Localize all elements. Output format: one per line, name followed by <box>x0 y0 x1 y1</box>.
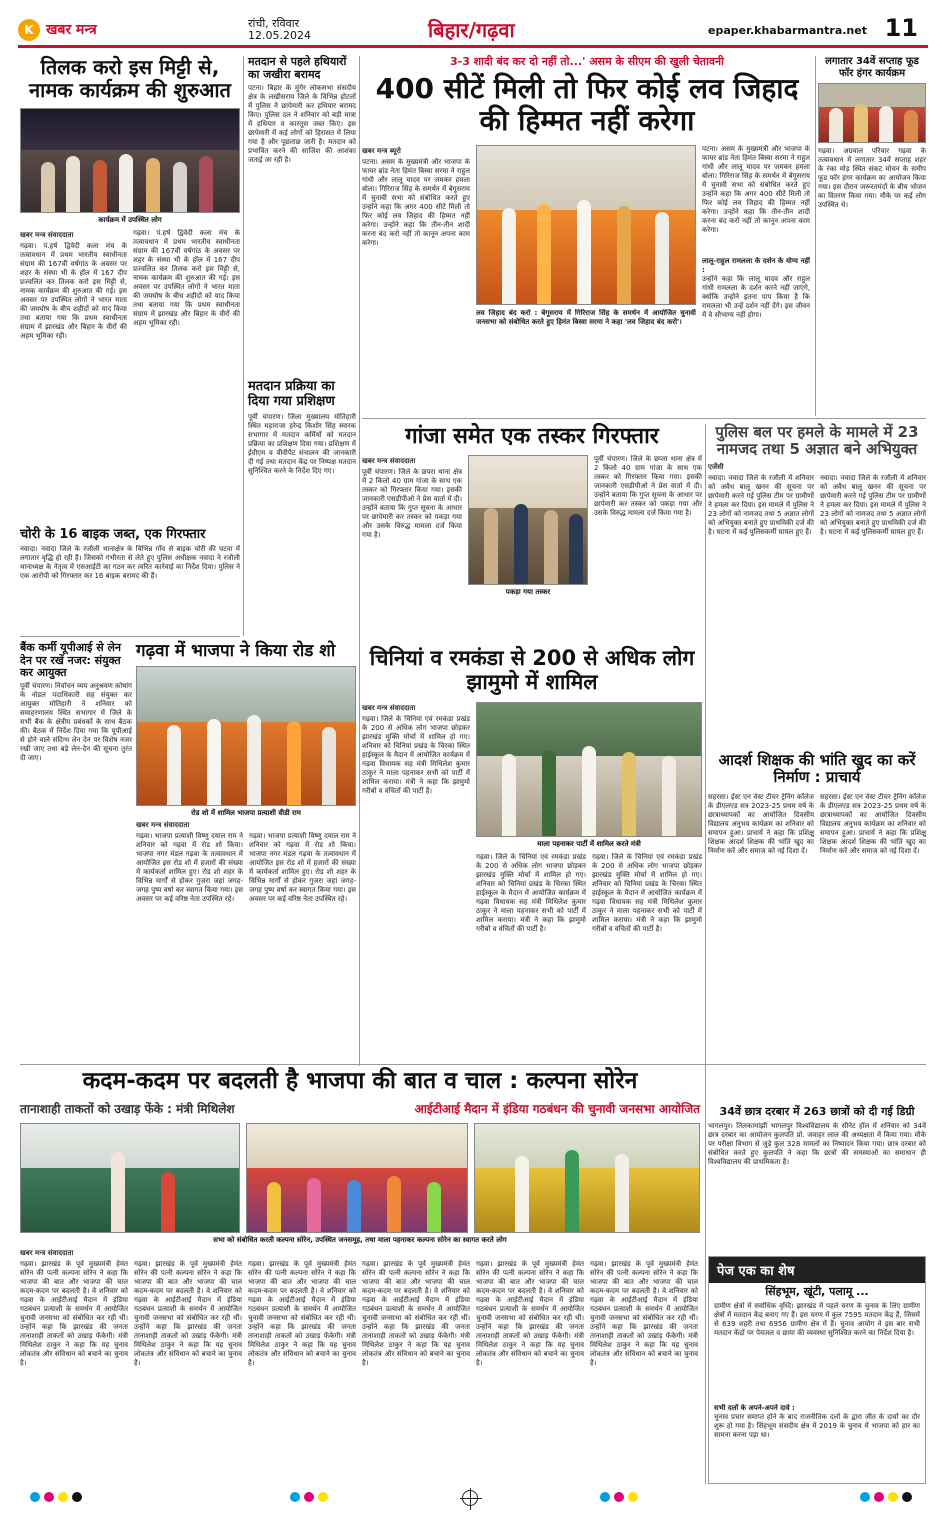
ganja-byline: खबर मन्त्र संवाददाता <box>362 457 416 466</box>
kalpana-photo-1 <box>20 1123 240 1233</box>
bikes-headline: चोरी के 16 बाइक जब्त, एक गिरफ्तार <box>20 527 206 542</box>
police-headline: पुलिस बल पर हमले के मामले में 23 नामजद तथा 5 अज्ञात बने अभियुक्त <box>715 423 919 459</box>
ganja-body: पूर्वी चंपारण। जिले के छपरा थाना क्षेत्र में 2 किलो 40 ग्राम गांजा के साथ एक तस्कर को गिरफ्तार किया गया। इसकी जानकारी एसडीपीओ ने प्रेस वार्ता में दी। उन्होंने बताया कि गुप्त सूचना के आधार पर छापेमारी कर तस्कर को पकड़ा गया और उसके विरुद्ध मामला दर्ज किया गया है। <box>362 468 462 540</box>
kalpana-body-3: गढ़वा। झारखंड के पूर्व मुख्यमंत्री हेमंत सोरेन की पत्नी कल्पना सोरेन ने कहा कि भाजपा की बात और भाजपा की चाल कदम-कदम पर बदलती है। वे शनिवार को गढ़वा के आईटीआई मैदान में इंडिया गठबंधन प्रत्याशी के समर्थन में आयोजित चुनावी जनसभा को संबोधित कर रही थीं। उन्होंने कहा कि झारखंड की जनता तानाशाही ताकतों को उखाड़ फेंकेगी। मंत्री मिथिलेश ठाकुर ने कहा कि यह चुनाव लोकतंत्र और संविधान को बचाने का चुनाव है। <box>248 1260 356 1368</box>
lead-headline: 400 सीटें मिली तो फिर कोई लव जिहाद की हिम्मत नहीं करेगा <box>375 72 799 138</box>
brand-logo-icon: K <box>18 19 40 41</box>
story-arms <box>248 56 356 376</box>
divider <box>20 636 240 637</box>
police-body: नवादा। नवादा जिले के रजौली में शनिवार को अवैध बालू खनन की सूचना पर छापेमारी करने गई पुलिस टीम पर ग्रामीणों ने हमला कर दिया। इस मामले में पुलिस ने 23 लोगों को नामजद तथा 5 अज्ञात लोगों को अभियुक्त बनाते हुए प्राथमिकी दर्ज की है। घटना में कई पुलिसकर्मी घायल हुए हैं। <box>708 473 814 536</box>
ganja-body-cont: पूर्वी चंपारण। जिले के छपरा थाना क्षेत्र में 2 किलो 40 ग्राम गांजा के साथ एक तस्कर को गिरफ्तार किया गया। इसकी जानकारी एसडीपीओ ने प्रेस वार्ता में दी। उन्होंने बताया कि गुप्त सूचना के आधार पर छापेमारी कर तस्कर को पकड़ा गया और उसके विरुद्ध मामला दर्ज किया गया है। <box>594 455 702 518</box>
kalpana-body-2: गढ़वा। झारखंड के पूर्व मुख्यमंत्री हेमंत सोरेन की पत्नी कल्पना सोरेन ने कहा कि भाजपा की बात और भाजपा की चाल कदम-कदम पर बदलती है। वे शनिवार को गढ़वा के आईटीआई मैदान में इंडिया गठबंधन प्रत्याशी के समर्थन में आयोजित चुनावी जनसभा को संबोधित कर रही थीं। उन्होंने कहा कि झारखंड की जनता तानाशाही ताकतों को उखाड़ फेंकेगी। मंत्री मिथिलेश ठाकुर ने कहा कि यह चुनाव लोकतंत्र और संविधान को बचाने का चुनाव है। <box>134 1260 242 1368</box>
story-police <box>708 424 926 744</box>
teacher-headline: आदर्श शिक्षक की भांति खुद का करें निर्माण : प्राचार्य <box>718 751 916 787</box>
jmm-body-cont: गढ़वा। जिले के चिनियां एवं रमकंडा प्रखंड के 200 से अधिक लोग भाजपा छोड़कर झारखंड मुक्ति मोर्चा में शामिल हो गए। शनिवार को चिनियां प्रखंड के चिरका स्थित हाईस्कूल के मैदान में आयोजित कार्यक्रम में गढ़वा विधायक सह मंत्री मिथिलेश कुमार ठाकुर ने माला पहनाकर सभी को पार्टी में शामिल कराया। मंत्री ने कहा कि झामुमो गरीबों व वंचितों की पार्टी है। <box>476 853 586 934</box>
kalpana-photo-2 <box>246 1123 468 1233</box>
ganja-headline: गांजा समेत एक तस्कर गिरफ्तार <box>405 424 659 449</box>
kalpana-body-1: गढ़वा। झारखंड के पूर्व मुख्यमंत्री हेमंत सोरेन की पत्नी कल्पना सोरेन ने कहा कि भाजपा की बात और भाजपा की चाल कदम-कदम पर बदलती है। वे शनिवार को गढ़वा के आईटीआई मैदान में इंडिया गठबंधन प्रत्याशी के समर्थन में आयोजित चुनावी जनसभा को संबोधित कर रही थीं। उन्होंने कहा कि झारखंड की जनता तानाशाही ताकतों को उखाड़ फेंकेगी। मंत्री मिथिलेश ठाकुर ने कहा कि यह चुनाव लोकतंत्र और संविधान को बचाने का चुनाव है। <box>20 1260 128 1368</box>
kalpana-headline: कदम-कदम पर बदलती है भाजपा की बात व चाल : कल्पना सोरेन <box>82 1068 638 1094</box>
row-rule <box>362 418 926 419</box>
kalpana-sub-right: आईटीआई मैदान में इंडिया गठबंधन की चुनावी जनसभा आयोजित <box>414 1102 700 1117</box>
fund-headline: लगातार 34वें सप्ताह फूड फॉर हंगर कार्यक्रम <box>825 56 919 79</box>
training-body: पूर्वी चंपारण। जिला मुख्यालय मोतिहारी स्थित महाराजा हरेन्द्र किशोर सिंह स्मारक सभागार में मतदान कर्मियों को मतदान प्रक्रिया का प्रशिक्षण दिया गया। प्रशिक्षण में ईवीएम व वीवीपैट संचालन की जानकारी दी गई तथा मतदान केंद्र पर निष्पक्ष मतदान सुनिश्चित करने के निर्देश दिए गए। <box>248 412 356 475</box>
story-tilak <box>20 56 240 416</box>
degree-headline: 34वें छात्र दरबार में 263 छात्रों को दी गई डिग्री <box>719 1105 915 1118</box>
date-block <box>248 18 358 42</box>
kalpana-body-4: गढ़वा। झारखंड के पूर्व मुख्यमंत्री हेमंत सोरेन की पत्नी कल्पना सोरेन ने कहा कि भाजपा की बात और भाजपा की चाल कदम-कदम पर बदलती है। वे शनिवार को गढ़वा के आईटीआई मैदान में इंडिया गठबंधन प्रत्याशी के समर्थन में आयोजित चुनावी जनसभा को संबोधित कर रही थीं। उन्होंने कहा कि झारखंड की जनता तानाशाही ताकतों को उखाड़ फेंकेगी। मंत्री मिथिलेश ठाकुर ने कहा कि यह चुनाव लोकतंत्र और संविधान को बचाने का चुनाव है। <box>362 1260 470 1368</box>
roadshow-caption: रोड शो में शामिल भाजपा प्रत्याशी वीडी राम <box>191 808 301 817</box>
jmm-photo <box>476 702 702 837</box>
tilak-caption: कार्यक्रम में उपस्थित लोग <box>98 216 162 224</box>
tilak-byline: खबर मन्त्र संवाददाता <box>20 231 74 239</box>
jmm-headline: चिनियां व रमकंडा से 200 से अधिक लोग झामुमो में शामिल <box>369 646 695 695</box>
kalpana-body-6: गढ़वा। झारखंड के पूर्व मुख्यमंत्री हेमंत सोरेन की पत्नी कल्पना सोरेन ने कहा कि भाजपा की बात और भाजपा की चाल कदम-कदम पर बदलती है। वे शनिवार को गढ़वा के आईटीआई मैदान में इंडिया गठबंधन प्रत्याशी के समर्थन में आयोजित चुनावी जनसभा को संबोधित कर रही थीं। उन्होंने कहा कि झारखंड की जनता तानाशाही ताकतों को उखाड़ फेंकेगी। मंत्री मिथिलेश ठाकुर ने कहा कि यह चुनाव लोकतंत्र और संविधान को बचाने का चुनाव है। <box>590 1260 698 1368</box>
story-page-one <box>708 1256 926 1484</box>
tilak-photo <box>20 108 240 213</box>
masthead <box>18 14 928 48</box>
roadshow-body: गढ़वा। भाजपा प्रत्याशी विष्णु दयाल राम ने शनिवार को गढ़वा में रोड शो किया। भाजपा नगर मंडल गढ़वा के तत्वावधान में आयोजित इस रोड शो में हजारों की संख्या में कार्यकर्ता शामिल हुए। रोड शो शहर के विभिन्न मार्गों से होकर गुजरा जहां जगह-जगह पुष्प वर्षा कर स्वागत किया गया। इस अवसर पर कई वरिष्ठ नेता उपस्थित रहे। <box>136 831 243 903</box>
roadshow-photo <box>136 666 356 806</box>
column-rule <box>705 424 706 1484</box>
page-one-title: पेज एक का शेष <box>709 1257 925 1283</box>
column-rule <box>243 56 244 636</box>
story-training <box>248 380 356 630</box>
column-rule <box>815 56 816 416</box>
ganja-photo <box>468 455 588 585</box>
column-rule <box>359 56 360 1066</box>
roadshow-byline: खबर मन्त्र संवाददाता <box>136 820 190 829</box>
story-bank <box>20 642 132 1062</box>
kalpana-caption: सभा को संबोधित करती कल्पना सोरेन, उपस्थित जनसमूह, तथा माला पहनाकर कल्पना सोरेन का स्वागत करते लोग <box>213 1236 507 1245</box>
tilak-body-cont: गढ़वा। पं.हर्ष द्विवेदी कला मंच के तत्वावधान में प्रथम भारतीय स्वाधीनता संग्राम की 167वीं वर्षगांठ के अवसर पर शहर के संस्था भी के हॉल में 167 दीप प्रज्वलित कर तिलक करो इस मिट्टी से, नामक कार्यक्रम की शुरुआत की गई। इस अवसर पर उपस्थित लोगों ने भारत माता की जयघोष के बीच शहीदों को याद किया तथा बताया गया कि प्रथम स्वाधीनता संग्राम में झारखंड और बिहार के वीरों की अहम भूमिका रही। <box>133 229 240 327</box>
story-jmm <box>362 646 702 1066</box>
page-number: 11 <box>884 14 918 42</box>
kalpana-sub-left: तानाशाही ताकतों को उखाड़ फेंके : मंत्री मिथिलेश <box>20 1102 235 1117</box>
lead-body-cont: पटना। असम के मुख्यमंत्री और भाजपा के फायर ब्रांड नेता हिमंत बिस्वा सरमा ने राहुल गांधी और लालू यादव पर जमकर हमला बोला। गिरिराज सिंह के समर्थन में बेगूसराय में चुनावी सभा को संबोधित करते हुए उन्होंने कहा कि अगर 400 सीटें मिली तो फिर कोई लव जिहाद की हिम्मत नहीं करेगा। उन्होंने कहा कि तीन-तीन शादी करना बंद करो नहीं तो कानून अपना काम करेगा। <box>702 145 810 235</box>
lead-body2: उन्होंने कहा कि लालू यादव और राहुल गांधी रामलला के दर्शन करने नहीं जाएंगे, क्योंकि उन्होंने इतना पाप किया है कि रामलला भी उन्हें दर्शन नहीं देंगे। इस जीवन में वे सौभाग्य नहीं होगा। <box>702 275 810 320</box>
roadshow-headline: गढ़वा में भाजपा ने किया रोड शो <box>136 641 336 661</box>
police-body-cont: नवादा। नवादा जिले के रजौली में शनिवार को अवैध बालू खनन की सूचना पर छापेमारी करने गई पुलिस टीम पर ग्रामीणों ने हमला कर दिया। इस मामले में पुलिस ने 23 लोगों को नामजद तथा 5 अज्ञात लोगों को अभियुक्त बनाते हुए प्राथमिकी दर्ज की है। घटना में कई पुलिसकर्मी घायल हुए हैं। <box>820 473 926 536</box>
fund-photo <box>818 83 926 143</box>
city-day: रांची, रविवार <box>248 16 300 30</box>
degree-body: भागलपुर। तिलकामांझी भागलपुर विश्वविद्यालय के सीनेट हॉल में शनिवार को 34वें छात्र दरबार का आयोजन कुलपति प्रो. जवाहर लाल की अध्यक्षता में किया गया। मौके पर परीक्षा विभाग से जुड़े कुल 328 मामलों का निष्पादन किया गया। छात्र दरबार को संबोधित करते हुए कुलपति ने कहा कि छात्रों की समस्याओं का समाधान ही विश्वविद्यालय की प्राथमिकता है। <box>708 1121 926 1166</box>
bikes-body: नवादा। नवादा जिले के रजौली थानाक्षेत्र के विभिन्न गाँव से बाइक चोरी की घटना में लगातार वृद्धि हो रही है। जिसको गंभीरता से लेते हुए पुलिस अधीक्षक नवादा ने रजौली थानाध्यक्ष के नेतृत्व में एसआईटी का गठन कर त्वरित कार्रवाई का निर्देश दिया। पुलिस ने एक आरोपी को गिरफ्तार कर 16 बाइक बरामद की हैं। <box>20 544 240 580</box>
issue-date: 12.05.2024 <box>248 28 311 42</box>
kalpana-byline: खबर मन्त्र संवाददाता <box>20 1249 74 1258</box>
lead-body: पटना। असम के मुख्यमंत्री और भाजपा के फायर ब्रांड नेता हिमंत बिस्वा सरमा ने राहुल गांधी और लालू यादव पर जमकर हमला बोला। गिरिराज सिंह के समर्थन में बेगूसराय में चुनावी सभा को संबोधित करते हुए उन्होंने कहा कि अगर 400 सीटें मिली तो फिर कोई लव जिहाद की हिम्मत नहीं करेगा। उन्होंने कहा कि तीन-तीन शादी करना बंद करो नहीं तो कानून अपना काम करेगा। <box>362 158 470 248</box>
lead-byline: खबर मन्त्र ब्यूरो <box>362 147 401 156</box>
epaper-link[interactable]: epaper.khabarmantra.net <box>708 24 867 37</box>
story-kalpana <box>20 1068 700 1486</box>
story-roadshow <box>136 642 356 1062</box>
page-one-body2: चुनाव प्रचार समाप्त होने के बाद राजनीतिक दलों के द्वारा जीत के दावों का दौर शुरू हो गया है। सिंहभूम संसदीय क्षेत्र में 2019 के चुनाव में भाजपा को हार का सामना करना पड़ा था। <box>714 1412 920 1439</box>
tilak-headline: तिलक करो इस मिट्टी से, नामक कार्यक्रम की शुरुआत <box>29 55 231 102</box>
story-fund <box>818 56 926 416</box>
story-ganja <box>362 424 702 634</box>
story-bikes <box>20 528 240 638</box>
kalpana-photo-3 <box>474 1123 700 1233</box>
page-one-subhead2: सभी दलों के अपने-अपने दावे : <box>714 1403 795 1412</box>
story-teacher <box>708 752 926 1062</box>
roadshow-body-cont: गढ़वा। भाजपा प्रत्याशी विष्णु दयाल राम ने शनिवार को गढ़वा में रोड शो किया। भाजपा नगर मंडल गढ़वा के तत्वावधान में आयोजित इस रोड शो में हजारों की संख्या में कार्यकर्ता शामिल हुए। रोड शो शहर के विभिन्न मार्गों से होकर गुजरा जहां जगह-जगह पुष्प वर्षा कर स्वागत किया गया। इस अवसर पर कई वरिष्ठ नेता उपस्थित रहे। <box>249 831 356 903</box>
page-one-subhead: सिंहभूम, खूंटी, पलामू ... <box>765 1285 869 1298</box>
arms-body: पटना। बिहार के मुंगेर लोकसभा संसदीय क्षेत्र के लखीसराय जिले के विभिन्न होटलों में पुलिस ने छापेमारी कर हथियार बरामद किए। पुलिस दल ने शनिवार को बड़ी मात्रा में हथियार व कारतूस जब्त किए। इस छापेमारी में कई लोगों को हिरासत में लिया गया है और पूछताछ जारी है। मतदान को प्रभावित करने की साजिश की आशंका जताई जा रही है। <box>248 84 356 165</box>
fund-body: गढ़वा। अग्रवाल परिवार गढ़वा के तत्वावधान में लगातार 34वें सप्ताह शहर के रंका मोड़ स्थित संकट मोचन के समीप फूड फॉर हंगर कार्यक्रम का आयोजन किया गया। इस दौरान जरूरतमंदों के बीच भोजन का वितरण किया गया। मौके पर कई लोग उपस्थित थे। <box>818 147 926 209</box>
jmm-body: गढ़वा। जिले के चिनियां एवं रमकंडा प्रखंड के 200 से अधिक लोग भाजपा छोड़कर झारखंड मुक्ति मोर्चा में शामिल हो गए। शनिवार को चिनियां प्रखंड के चिरका स्थित हाईस्कूल के मैदान में आयोजित कार्यक्रम में गढ़वा विधायक सह मंत्री मिथिलेश कुमार ठाकुर ने माला पहनाकर सभी को पार्टी में शामिल कराया। मंत्री ने कहा कि झामुमो गरीबों व वंचितों की पार्टी है। <box>362 715 470 796</box>
police-byline: एजेंसी <box>708 462 724 471</box>
jmm-body-cont2: गढ़वा। जिले के चिनियां एवं रमकंडा प्रखंड के 200 से अधिक लोग भाजपा छोड़कर झारखंड मुक्ति मोर्चा में शामिल हो गए। शनिवार को चिनियां प्रखंड के चिरका स्थित हाईस्कूल के मैदान में आयोजित कार्यक्रम में गढ़वा विधायक सह मंत्री मिथिलेश कुमार ठाकुर ने माला पहनाकर सभी को पार्टी में शामिल कराया। मंत्री ने कहा कि झामुमो गरीबों व वंचितों की पार्टी है। <box>592 853 702 934</box>
bank-headline: बैंक कर्मी यूपीआई से लेन देन पर रखें नजर: संयुक्त कर आयुक्त <box>20 641 122 680</box>
brand <box>18 19 188 41</box>
page-one-body: ग्रामीण क्षेत्रों में सर्वाधिक वृध्दि। झारखंड में पहले चरण के चुनाव के लिए ग्रामीण क्षेत्रों में मतदान केंद्र बनाए गए हैं। इस चरण में कुल 7595 मतदान केंद्र हैं, जिसमें से 639 शहरी तथा 6956 ग्रामीण क्षेत्र में हैं। चुनाव आयोग ने इस बार सभी मतदान केंद्रों पर पेयजल व छाया की व्यवस्था सुनिश्चित करने का निर्देश दिया है। <box>714 1301 920 1337</box>
jmm-byline: खबर मन्त्र संवाददाता <box>362 704 416 713</box>
lead-kicker: 3-3 शादी बंद कर दो नहीं तो...' असम के सीएम की खुली चेतावनी <box>449 55 724 68</box>
lead-subhead: लालू-राहुल रामलला के दर्शन के योग्य नहीं : <box>702 257 810 275</box>
kalpana-body-5: गढ़वा। झारखंड के पूर्व मुख्यमंत्री हेमंत सोरेन की पत्नी कल्पना सोरेन ने कहा कि भाजपा की बात और भाजपा की चाल कदम-कदम पर बदलती है। वे शनिवार को गढ़वा के आईटीआई मैदान में इंडिया गठबंधन प्रत्याशी के समर्थन में आयोजित चुनावी जनसभा को संबोधित कर रही थीं। उन्होंने कहा कि झारखंड की जनता तानाशाही ताकतों को उखाड़ फेंकेगी। मंत्री मिथिलेश ठाकुर ने कहा कि यह चुनाव लोकतंत्र और संविधान को बचाने का चुनाव है। <box>476 1260 584 1368</box>
section-tag: बिहार/गढ़वा <box>428 18 515 42</box>
story-degree <box>708 1106 926 1246</box>
jmm-caption: माला पहनाकर पार्टी में शामिल करते मंत्री <box>537 840 641 849</box>
bank-body: पूर्वी चंपारण। निर्वाचन व्यय अनुश्रवण कोषांग के नोडल पदाधिकारी सह संयुक्त कर आयुक्त मोतिहारी ने शनिवार को समाहरणालय स्थित सभागार में जिले के सभी बैंक के क्षेत्रीय प्रबंधकों के साथ बैठक की। बैठक में निर्देश दिया गया कि यूपीआई से होने वाले संदिग्ध लेन देन पर विशेष नजर रखी जाए तथा बड़े लेन-देन की सूचना तुरंत दी जाए। <box>20 681 132 762</box>
teacher-body: सहरसा। ईस्ट एन वेस्ट टीचर ट्रेनिंग कॉलेज के डीएलएड सत्र 2023-25 प्रथम वर्ष के छात्राध्यापकों का आयोजित दिवसीय विद्यालय अनुभव कार्यक्रम का शनिवार को समापन हुआ। प्राचार्य ने कहा कि प्रशिक्षु शिक्षक आदर्श शिक्षक की भांति खुद का निर्माण करें और समाज को नई दिशा दें। <box>708 792 814 855</box>
training-headline: मतदान प्रक्रिया का दिया गया प्रशिक्षण <box>248 379 335 409</box>
tilak-body: गढ़वा। पं.हर्ष द्विवेदी कला मंच के तत्वावधान में प्रथम भारतीय स्वाधीनता संग्राम की 167वीं वर्षगांठ के अवसर पर शहर के संस्था भी के हॉल में 167 दीप प्रज्वलित कर तिलक करो इस मिट्टी से, नामक कार्यक्रम की शुरुआत की गई। इस अवसर पर उपस्थित लोगों ने भारत माता की जयघोष के बीच शहीदों को याद किया तथा बताया गया कि प्रथम स्वाधीनता संग्राम में झारखंड और बिहार के वीरों की अहम भूमिका रही। <box>20 242 127 340</box>
ganja-caption: पकड़ा गया तस्कर <box>505 588 551 597</box>
brand-name: खबर मन्त्र <box>46 22 97 38</box>
crosshair-icon <box>462 1490 478 1506</box>
arms-headline: मतदान से पहले हथियारों का जखीरा बरामद <box>248 55 347 81</box>
row-rule <box>20 1064 926 1065</box>
story-lead <box>362 54 812 414</box>
lead-caption: लव जिहाद बंद करो : बेगूसराय में गिरिराज सिंह के समर्थन में आयोजित चुनावी जनसभा को संबोधित करते हुए हिमंत बिस्वा सरमा ने कहा 'लव जिहाद बंद करो'। <box>476 309 696 327</box>
teacher-body-cont: सहरसा। ईस्ट एन वेस्ट टीचर ट्रेनिंग कॉलेज के डीएलएड सत्र 2023-25 प्रथम वर्ष के छात्राध्यापकों का आयोजित दिवसीय विद्यालय अनुभव कार्यक्रम का शनिवार को समापन हुआ। प्राचार्य ने कहा कि प्रशिक्षु शिक्षक आदर्श शिक्षक की भांति खुद का निर्माण करें और समाज को नई दिशा दें। <box>820 792 926 855</box>
lead-photo <box>476 145 696 305</box>
